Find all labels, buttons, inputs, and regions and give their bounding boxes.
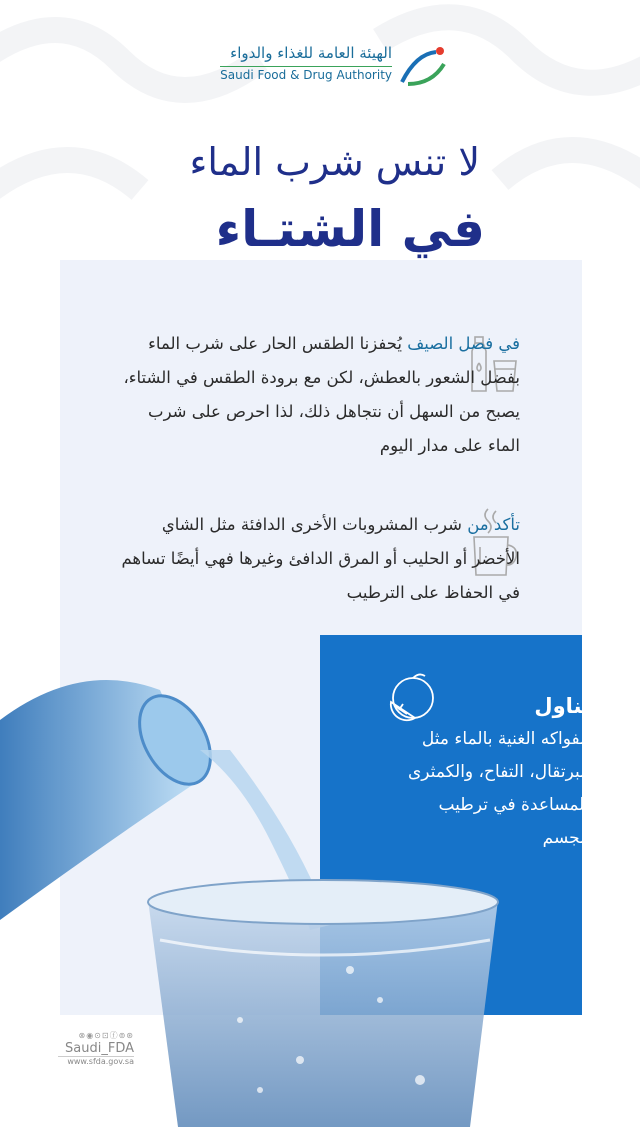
tip-3-title: تناول — [534, 694, 590, 718]
tip-1-body: يُحفزنا الطقس الحار على شرب الماء بفضل الشعور بالعطش، لكن مع برودة الطقس في الشتاء، يصبح من السهل أن نتجاهل ذلك، لذا احرص على شرب الماء على مدار اليوم — [123, 334, 520, 455]
tip-2-highlight: تأكد من — [467, 515, 520, 534]
tip-1-text — [120, 327, 520, 463]
tip-1-highlight: في فصل الصيف — [407, 334, 520, 353]
tip-3-body: الفواكه الغنية بالماء مثل البرتقال، التفاح، والكمثرى للمساعدة في ترطيب الجسم — [408, 729, 590, 848]
title-line-2: في الشتـاء — [215, 200, 485, 258]
social-handle: Saudi_FDA — [65, 1041, 134, 1056]
footer — [58, 1030, 134, 1066]
logo-arabic: الهيئة العامة للغذاء والدواء — [230, 44, 392, 62]
social-icons[interactable]: ⊗◉⊙⊡ⓕ⊚⊛ — [78, 1031, 134, 1040]
logo-english: Saudi Food & Drug Authority — [220, 68, 392, 82]
title-line-1: لا تنس شرب الماء — [189, 140, 480, 184]
sfda-logo — [190, 42, 450, 92]
sfda-mark-icon — [396, 44, 450, 88]
tip-3-text — [390, 690, 590, 855]
website-link[interactable]: www.sfda.gov.sa — [58, 1056, 134, 1066]
tip-2-text — [120, 508, 520, 610]
tip-2-body: شرب المشروبات الأخرى الدافئة مثل الشاي الأخضر أو الحليب أو المرق الدافئ وغيرها فهي أيضًا تساهم في الحفاظ على الترطيب — [121, 515, 520, 602]
